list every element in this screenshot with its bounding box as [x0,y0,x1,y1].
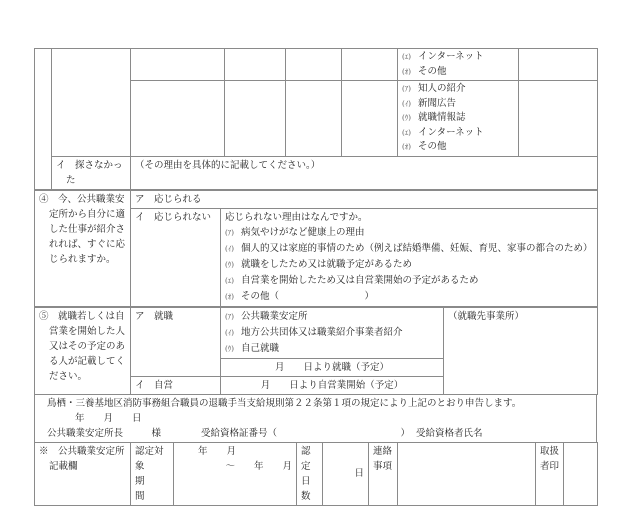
blank-cell [342,49,398,81]
q4-reason-item[interactable]: (ｲ) 個人的又は家庭的事情のため（例えば結婚準備、妊娠、育児、家事の都合のため） [225,242,593,254]
q4-question [35,190,131,306]
addressee: 公共職業安定所長 様 [47,427,162,439]
period-label-cont: 期 間 [135,475,164,502]
blank-cell [131,49,225,81]
q5-option-employed[interactable]: ア 就職 [131,307,221,376]
contact-label-cont: 事項 [373,460,393,472]
q4-reasons [221,208,598,306]
q5-question-line: 又はその予定のあ [49,340,126,352]
q5-question-line: 営業を開始した人 [49,325,126,337]
days-label: 認定 [301,445,311,472]
q4-question-line: した仕事が紹介さ [49,223,126,235]
blank-cell [342,81,398,157]
search-method-item: (ｴ) インターネット [402,126,484,138]
q4-reason-item[interactable]: (ｴ) 自営業を開始したため又は自営業開始の予定があるため [225,274,479,286]
contact-label-cell [369,442,398,505]
q4-question-line: 定所から自分に適 [49,208,126,220]
blank-cell [131,81,225,157]
search-method-list [398,81,519,157]
office-use-label-cell [35,442,131,505]
blank-cell [519,81,598,157]
search-method-item: (ｳ) 就職情報誌 [402,112,466,123]
q5-route-item[interactable]: (ｱ) 公共職業安定所 [225,310,308,322]
q5-route-item[interactable]: (ｳ) 自己就職 [225,342,280,354]
not-searched-label: イ 探さなかっ [56,159,123,171]
q5-question-line: る人が記載してく [49,355,126,367]
period-end: ～ 年 月 [225,460,292,472]
office-use-label: ※ 公共職業安定所 [39,445,125,457]
reason-instruction[interactable]: （その理由を具体的に記載してください。） [131,156,598,189]
declaration-text: 鳥栖・三養基地区消防事務組合職員の退職手当支給規則第２２条第１項の規定により上記のとおり申告します。 [47,397,522,409]
day-unit[interactable]: 日 [323,442,369,505]
q5-question-line: ださい。 [49,370,88,382]
blank-cell [52,49,131,157]
period-cell[interactable] [174,442,297,505]
contact-field[interactable] [398,442,536,505]
search-method-item: (ｴ) インターネット [402,51,484,62]
handler-label-cell [536,442,564,505]
search-method-item: (ｲ) 新聞広告 [402,97,457,109]
not-searched-cell [52,156,131,189]
self-employment-date[interactable]: 月 日より自営業開始（予定） [221,376,444,394]
days-label-cont: 日数 [301,475,311,502]
q4-reason-item[interactable]: (ｱ) 病気やけがなど健康上の理由 [225,226,365,238]
employer-label[interactable]: （就職先事業所） [444,307,598,394]
q4-reason-item[interactable]: (ｵ) その他（ ） [225,290,375,302]
q4-option-yes[interactable]: ア 応じられる [131,190,598,208]
q5-routes [221,307,444,358]
q4-question-line: じられますか。 [49,253,116,265]
job-search-section [34,48,597,190]
employment-date[interactable]: 月 日より就職（予定） [221,358,444,376]
handler-seal-field[interactable] [564,442,598,505]
search-method-item: (ｵ) その他 [402,65,447,77]
declaration-signature-row [47,426,584,441]
q4-question-line: れれば、すぐに応 [49,238,126,250]
blank-cell [286,81,342,157]
left-strip [35,49,52,190]
q5-question-line: ⑤ 就職若しくは自 [39,310,125,322]
q4-reason-title: 応じられない理由はなんですか。 [225,211,368,223]
blank-cell [225,49,286,81]
q4-question-line: ④ 今、公共職業安 [39,193,125,205]
search-method-item: (ｵ) その他 [402,141,447,152]
q4-section [34,190,597,307]
not-searched-label-cont: た [66,174,76,186]
handler-seal-label-cont: 者印 [540,460,560,472]
days-label-cell [297,442,323,505]
contact-label: 連絡 [373,445,393,457]
q5-section [34,307,597,395]
applicant-name-label: 受給資格者氏名 [416,427,483,439]
certificate-number-field[interactable]: 受給資格証番号（ ） [201,427,411,439]
search-method-list [398,49,519,81]
declaration-date[interactable]: 年 月 日 [75,412,142,424]
declaration [34,395,597,442]
period-start: 年 月 [198,445,237,457]
q5-route-item[interactable]: (ｲ) 地方公共団体又は職業紹介事業者紹介 [225,326,403,338]
blank-cell [225,81,286,157]
period-label-cell [131,442,174,505]
office-use-label-cont: 記載欄 [49,460,78,472]
q5-option-self-employed[interactable]: イ 自営 [131,376,221,394]
blank-cell [286,49,342,81]
blank-cell [519,49,598,81]
q5-question [35,307,131,394]
q4-reason-item[interactable]: (ｳ) 就職をしたため又は就職予定があるため [225,258,413,270]
q4-option-no[interactable]: イ 応じられない [131,208,221,306]
period-label: 認定対象 [135,445,164,472]
handler-seal-label: 取扱 [540,445,560,457]
search-method-item: (ｱ) 知人の紹介 [402,83,466,94]
office-use-section [34,442,597,506]
